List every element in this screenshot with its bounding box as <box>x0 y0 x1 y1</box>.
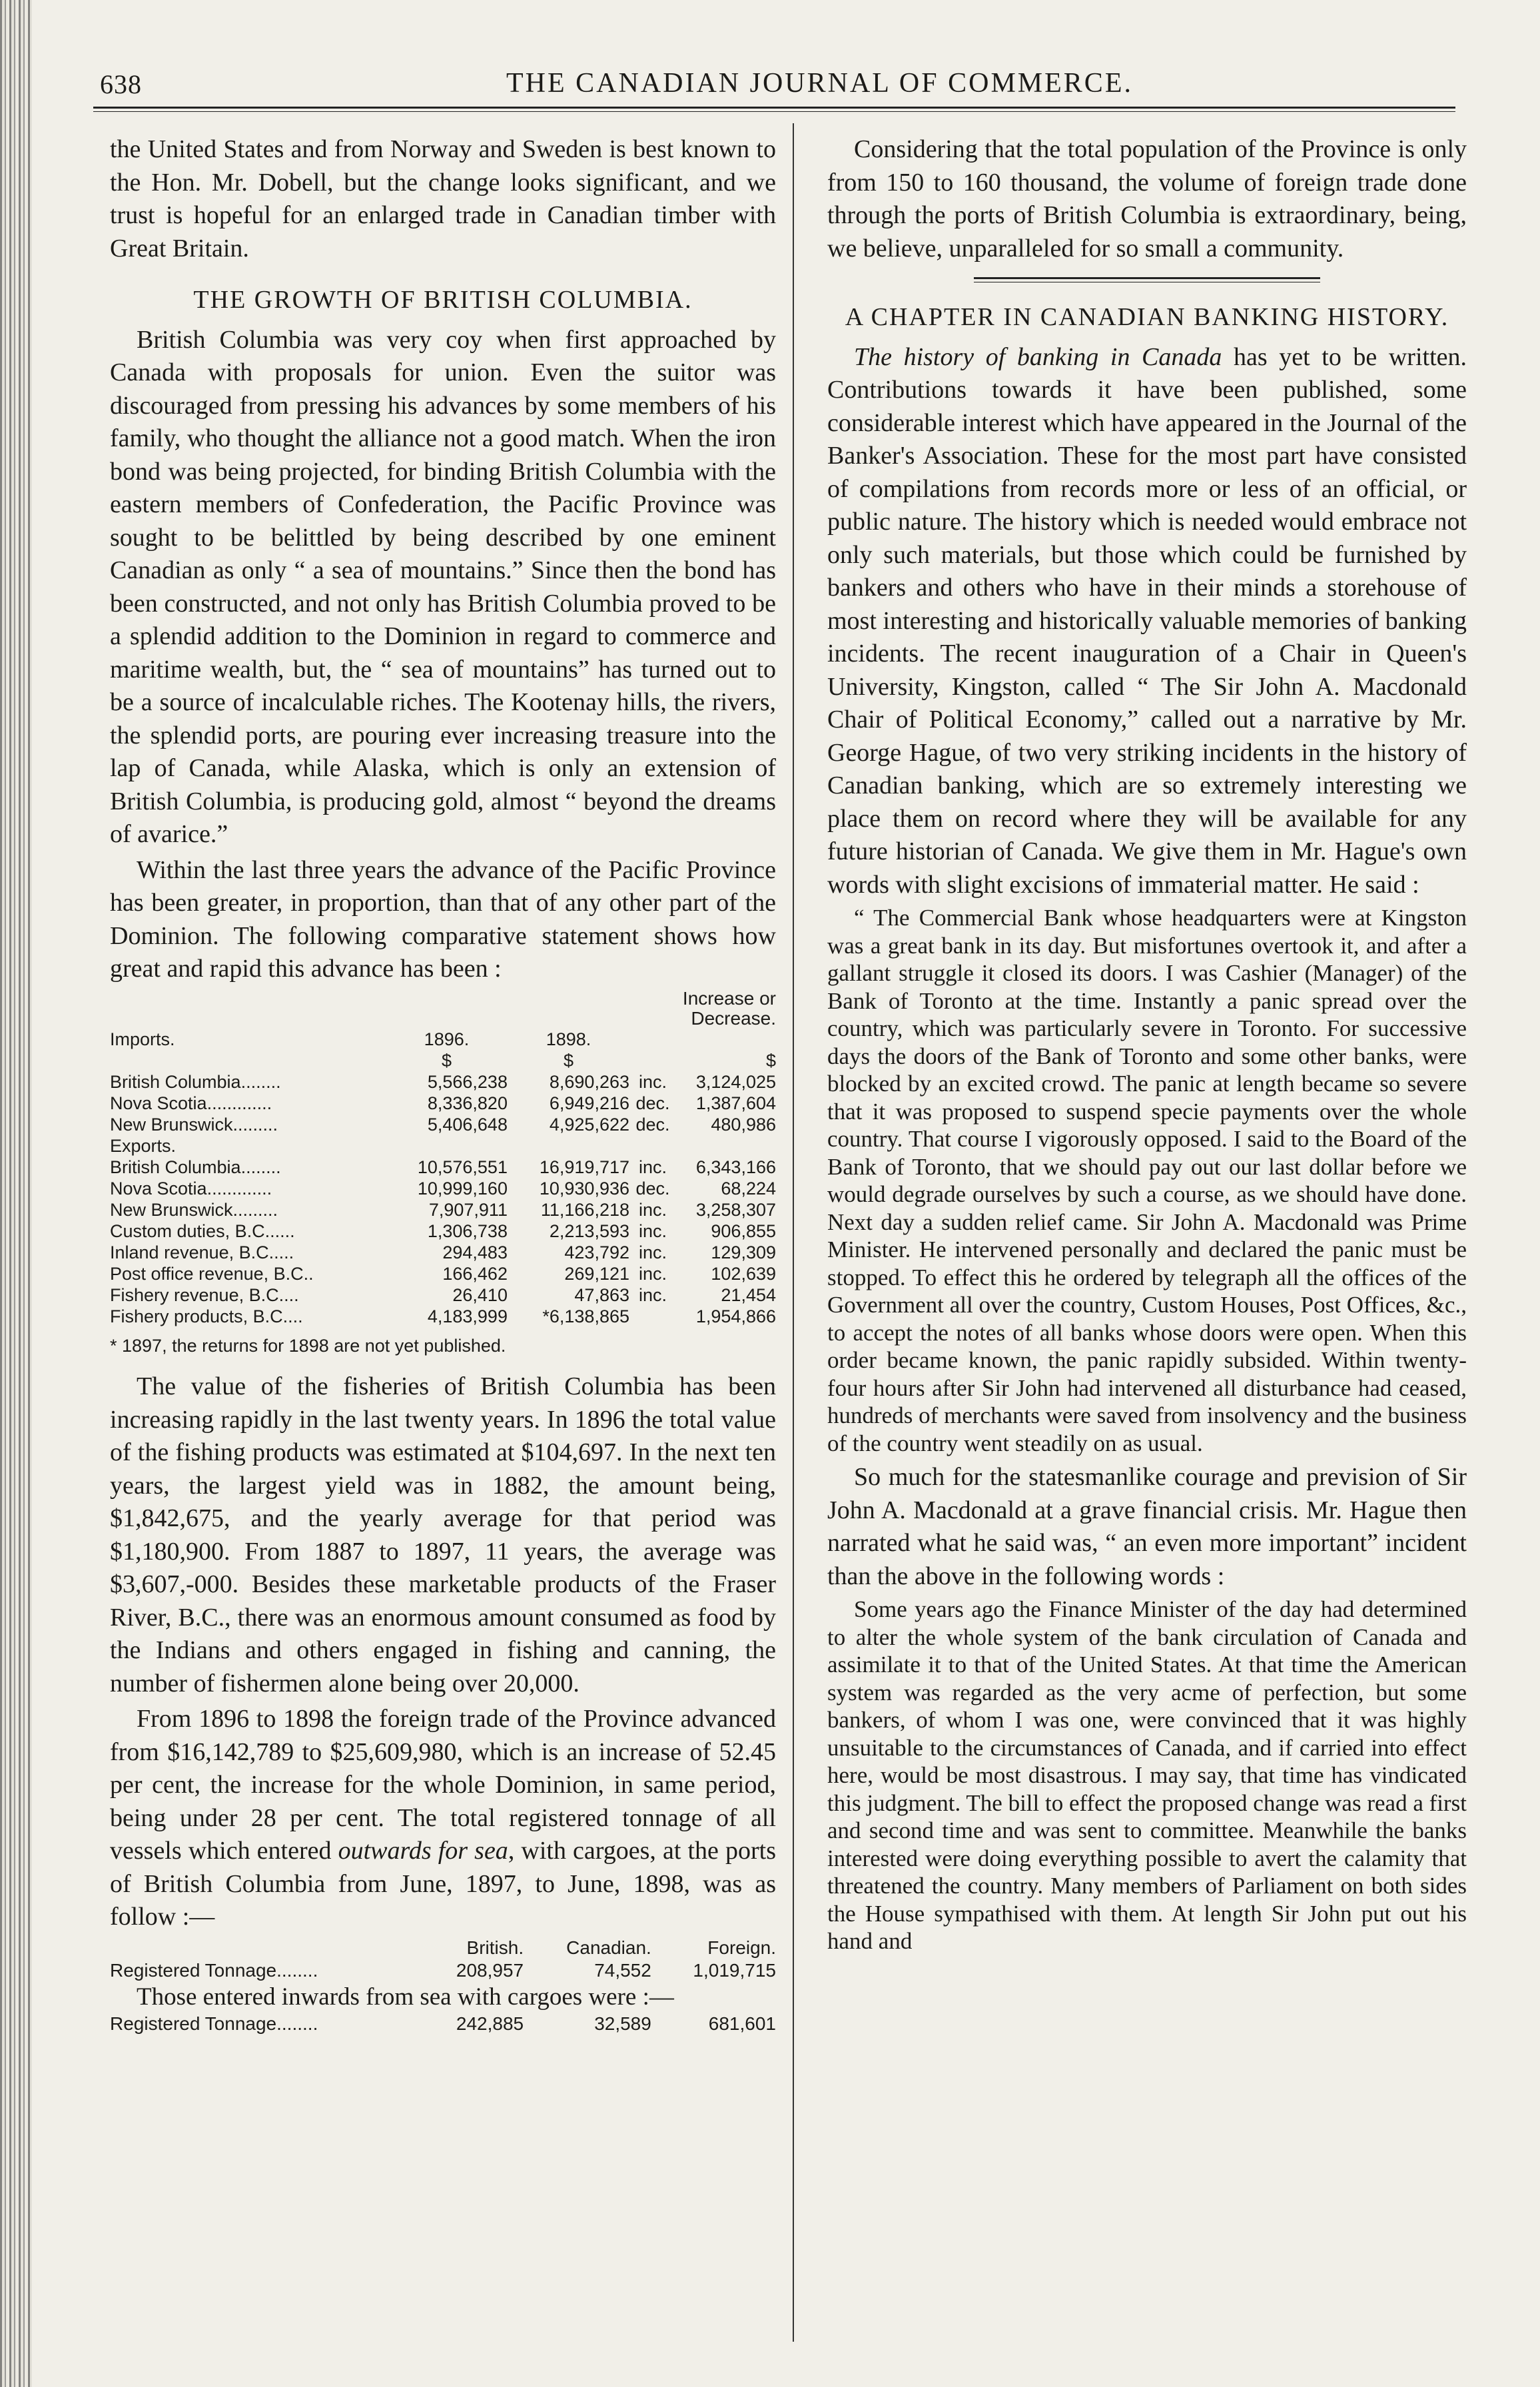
column-header-1898: 1898. <box>546 1029 591 1049</box>
article-heading-banking-history: A CHAPTER IN CANADIAN BANKING HISTORY. <box>845 303 1449 331</box>
column-header-canadian: Canadian. <box>566 1937 651 1958</box>
cell-1896: 10,576,551 <box>417 1157 508 1177</box>
cell-change: 3,124,025 <box>695 1071 776 1092</box>
paragraph: So much for the statesmanlike courage and prevision of Sir John A. Macdonald at a grave financial crisis. Mr. Hague then narrated what he said was, “ an even more important” incident than the above in the following words : <box>827 1463 1467 1590</box>
cell-british: 208,957 <box>456 1959 524 1981</box>
cell-1898: 269,121 <box>564 1263 629 1284</box>
cell-direction <box>629 1306 676 1327</box>
exports-section-label: Exports. <box>110 1135 177 1156</box>
tonnage-inwards-note: Those entered inwards from sea with cargoes were :— <box>137 1983 674 2011</box>
column-header-change: Increase or Decrease. <box>682 987 776 1029</box>
row-label: British Columbia........ <box>110 1157 281 1177</box>
cell-direction: inc. <box>638 1071 667 1092</box>
table-row <box>110 1242 776 1263</box>
row-label: Nova Scotia............. <box>110 1178 272 1198</box>
cell-direction: inc. <box>638 1242 667 1262</box>
cell-british: 242,885 <box>456 2013 524 2034</box>
row-label: British Columbia........ <box>110 1071 281 1092</box>
paragraph: British Columbia was very coy when first approached by Canada with proposals for union. Even the suitor was discouraged from pressing his advances by some members of his family, who thought the alliance not a good match. When the iron bond was being projected, for binding British Columbia with the eastern members of Confederation, the Pacific Province was sought to be belittled by being described by one eminent Canadian as only “ a sea of mountains.” Since then the bond has been constructed, and not only has British Columbia proved to be a splendid addition to the Dominion in regard to commerce and maritime wealth, but, the “ sea of mountains” has turned out to be a source of incalculable riches. The Kootenay hills, the rivers, the splendid ports, are pouring ever increasing treasure into the lap of Canada, while Alaska, which is only an extension of British Columbia, is producing gold, almost “ beyond the dreams of avarice.” <box>110 325 776 848</box>
column-header-british: British. <box>466 1937 524 1958</box>
row-label: Post office revenue, B.C.. <box>110 1263 314 1284</box>
cell-direction: inc. <box>638 1199 667 1220</box>
table-row <box>110 1306 776 1327</box>
row-label: Registered Tonnage........ <box>110 1959 318 1981</box>
row-label: Fishery revenue, B.C.... <box>110 1284 299 1305</box>
cell-1896: 294,483 <box>442 1242 508 1262</box>
page-number: 638 <box>100 69 142 99</box>
column-header-1896: 1896. <box>424 1029 470 1049</box>
cell-change: 21,454 <box>721 1284 776 1305</box>
cell-foreign: 681,601 <box>708 2013 776 2034</box>
cell-1898: 423,792 <box>564 1242 629 1262</box>
cell-change: 129,309 <box>711 1242 776 1262</box>
cell-change: 68,224 <box>721 1178 776 1198</box>
paragraph: Considering that the total population of the Province is only from 150 to 160 thousand, the volume of foreign trade done through the ports of British Columbia is extraordinary, being, we believe, unparalleled for so small a community. <box>827 135 1467 262</box>
cell-change: 1,387,604 <box>695 1093 776 1113</box>
table-row <box>110 2013 776 2035</box>
imports-section-label: Imports. <box>110 1029 175 1049</box>
table-footnote: * 1897, the returns for 1898 are not yet published. <box>110 1335 506 1356</box>
table-row <box>110 1284 776 1306</box>
right-column <box>827 133 1467 1959</box>
cell-direction: inc. <box>638 1157 667 1177</box>
table-row <box>110 1263 776 1284</box>
currency-symbol: $ <box>765 1050 776 1071</box>
tonnage-table <box>110 1937 776 2035</box>
table-row <box>110 1220 776 1242</box>
cell-change: 480,986 <box>711 1114 776 1135</box>
cell-direction: dec. <box>635 1178 670 1198</box>
comparative-statement-table <box>110 989 776 1327</box>
cell-change: 1,954,866 <box>695 1306 776 1326</box>
paragraph: The value of the fisheries of British Columbia has been increasing rapidly in the last twenty years. In 1896 the total value of the fishing products was estimated at $104,697. In the next ten years, the largest yield was in 1882, the amount being, $1,842,675, and the yearly average for that period was $1,180,900. From 1887 to 1897, 11 years, the average was $3,607,-000. Besides these marketable products of the Fraser River, B.C., there was an enormous amount consumed as food by the Indians and others engaged in fishing and canning, the number of fishermen alone being over 20,000. <box>110 1372 776 1697</box>
row-label: Nova Scotia............. <box>110 1093 272 1113</box>
column-divider <box>793 123 794 2342</box>
table-row <box>110 1071 776 1093</box>
cell-1896: 4,183,999 <box>427 1306 508 1326</box>
scanned-page-edge <box>0 0 32 2387</box>
quoted-paragraph: Some years ago the Finance Minister of the day had determined to alter the whole system of the bank circulation of Canada and assimilate it to that of the United States. At that time the American system was regarded as the very acme of perfection, but some bankers, of whom I was one, were convinced that it was highly unsuitable to the circumstances of Canada, and if carried into effect here, would be most disastrous. I may say, that time has vindicated this judgment. The bill to effect the proposed change was read a first and second time and was sent to committee. Meanwhile the banks interested were doing everything possible to avert the calamity that threatened the country. Many members of Parliament on both sides the House sympathised with them. At length Sir John put out his hand and <box>827 1596 1467 1954</box>
cell-canadian: 32,589 <box>594 2013 651 2034</box>
page-header <box>100 63 1452 103</box>
table-row <box>110 1114 776 1135</box>
cell-1898: 11,166,218 <box>540 1199 629 1220</box>
cell-change: 906,855 <box>711 1220 776 1241</box>
cell-1898: 47,863 <box>574 1284 629 1305</box>
column-header-foreign: Foreign. <box>707 1937 776 1958</box>
cell-direction: dec. <box>635 1093 670 1113</box>
italic-phrase: outwards for sea <box>338 1837 508 1865</box>
paragraph: From 1896 to 1898 the foreign trade of the Province advanced from $16,142,789 to $25,609,980, which is an increase of 52.45 per cent, the increase for the whole Dominion, in same period, being under 28 per cent. The total registered tonnage of all vessels which entered outwards for sea, with cargoes, at the ports of British Columbia from June, 1897, to June, 1898, was as follow :— <box>110 1705 776 1931</box>
running-head: THE CANADIAN JOURNAL OF COMMERCE. <box>506 68 1133 99</box>
row-label: Fishery products, B.C.... <box>110 1306 303 1326</box>
left-column <box>110 133 776 2035</box>
row-label: Custom duties, B.C...... <box>110 1220 295 1241</box>
cell-1896: 26,410 <box>452 1284 508 1305</box>
article-heading-british-columbia: THE GROWTH OF BRITISH COLUMBIA. <box>193 286 693 314</box>
cell-direction: dec. <box>635 1114 670 1135</box>
row-label: Inland revenue, B.C..... <box>110 1242 294 1262</box>
cell-1898: 4,925,622 <box>549 1114 629 1135</box>
row-label: New Brunswick......... <box>110 1114 278 1135</box>
cell-foreign: 1,019,715 <box>693 1959 776 1981</box>
cell-1898: 16,919,717 <box>539 1157 629 1177</box>
row-label: New Brunswick......... <box>110 1199 278 1220</box>
cell-1896: 5,406,648 <box>427 1114 508 1135</box>
cell-1896: 10,999,160 <box>417 1178 508 1198</box>
cell-change: 6,343,166 <box>695 1157 776 1177</box>
cell-1896: 166,462 <box>442 1263 508 1284</box>
cell-1896: 7,907,911 <box>428 1199 508 1220</box>
cell-1896: 1,306,738 <box>427 1220 508 1241</box>
cell-canadian: 74,552 <box>594 1959 651 1981</box>
header-rule <box>93 107 1455 112</box>
cell-1898: *6,138,865 <box>542 1306 629 1326</box>
cell-1898: 6,949,216 <box>549 1093 629 1113</box>
table-row <box>110 1178 776 1199</box>
quoted-paragraph: “ The Commercial Bank whose headquarters were at Kingston was a great bank in its day. But misfortunes overtook it, and after a gallant struggle it closed its doors. I was Cashier (Manager) of the Bank of Toronto at the time. Instantly a panic spread over the country, which was particularly severe in Toronto. For successive days the doors of the Bank of Toronto and some other banks, were blocked by an excited crowd. The panic at length became so severe that it was proposed to suspend specie payments over the whole country. That course I vigorously opposed. I said to the Board of the Bank of Toronto, that we should pay out our last dollar before we would degrade ourselves by such a course, as we should have done. Next day a sudden relief came. Sir John A. Macdonald was Prime Minister. He intervened personally and declared the panic must be stopped. To effect this he ordered by telegraph all the offices of the Government all over the country, Custom Houses, Post Offices, &c., to accept the notes of all banks whose doors were open. When this order became known, the panic rapidly subsided. Within twenty-four hours after Sir John had intervened all disturbance had ceased, hundreds of merchants were saved from insolvency and the business of the country went steadily on as usual. <box>827 905 1467 1456</box>
italic-phrase: The history of banking in Canada <box>854 342 1222 371</box>
cell-direction: inc. <box>638 1263 667 1284</box>
cell-1898: 8,690,263 <box>549 1071 629 1092</box>
row-label: Registered Tonnage........ <box>110 2013 318 2034</box>
table-row <box>110 1199 776 1220</box>
cell-1896: 5,566,238 <box>427 1071 508 1092</box>
section-rule <box>974 277 1320 282</box>
table-row <box>110 1157 776 1178</box>
table-row <box>110 1093 776 1114</box>
cell-1896: 8,336,820 <box>427 1093 508 1113</box>
intro-paragraph: the United States and from Norway and Sweden is best known to the Hon. Mr. Dobell, but the change looks significant, and we trust is hopeful for an enlarged trade in Canadian timber with Great Britain. <box>110 135 776 262</box>
paragraph: Within the last three years the advance of the Pacific Province has been greater, in proportion, than that of any other part of the Dominion. The following comparative statement shows how great and rapid this advance has been : <box>110 855 776 983</box>
cell-1898: 2,213,593 <box>549 1220 629 1241</box>
cell-change: 102,639 <box>711 1263 776 1284</box>
currency-symbol: $ <box>441 1050 452 1071</box>
quotation-block <box>827 904 1467 1457</box>
cell-change: 3,258,307 <box>695 1199 776 1220</box>
quotation-block <box>827 1596 1467 1955</box>
cell-direction: inc. <box>638 1220 667 1241</box>
table-row <box>110 1959 776 1982</box>
cell-direction: inc. <box>638 1284 667 1305</box>
cell-1898: 10,930,936 <box>539 1178 629 1198</box>
currency-symbol: $ <box>563 1050 574 1071</box>
paragraph: The history of banking in Canada has yet to be written. Contributions towards it have been published, some considerable interest which have appeared in the Journal of the Banker's Association. These for the most part have consisted of compilations from records more or less of an official, or public nature. The history which is needed would embrace not only such materials, but those which could be furnished by bankers and others who have in their minds a storehouse of most interesting and historically valuable memories of banking incidents. The recent inauguration of a Chair in Queen's University, Kingston, called “ The Sir John A. Macdonald Chair of Political Economy,” called out a narrative by Mr. George Hague, of two very striking incidents in the history of Canadian banking, which are so extremely interesting we place them on record where they will be available for any future historian of Canada. We give them in Mr. Hague's own words with slight excisions of immaterial matter. He said : <box>827 342 1467 899</box>
